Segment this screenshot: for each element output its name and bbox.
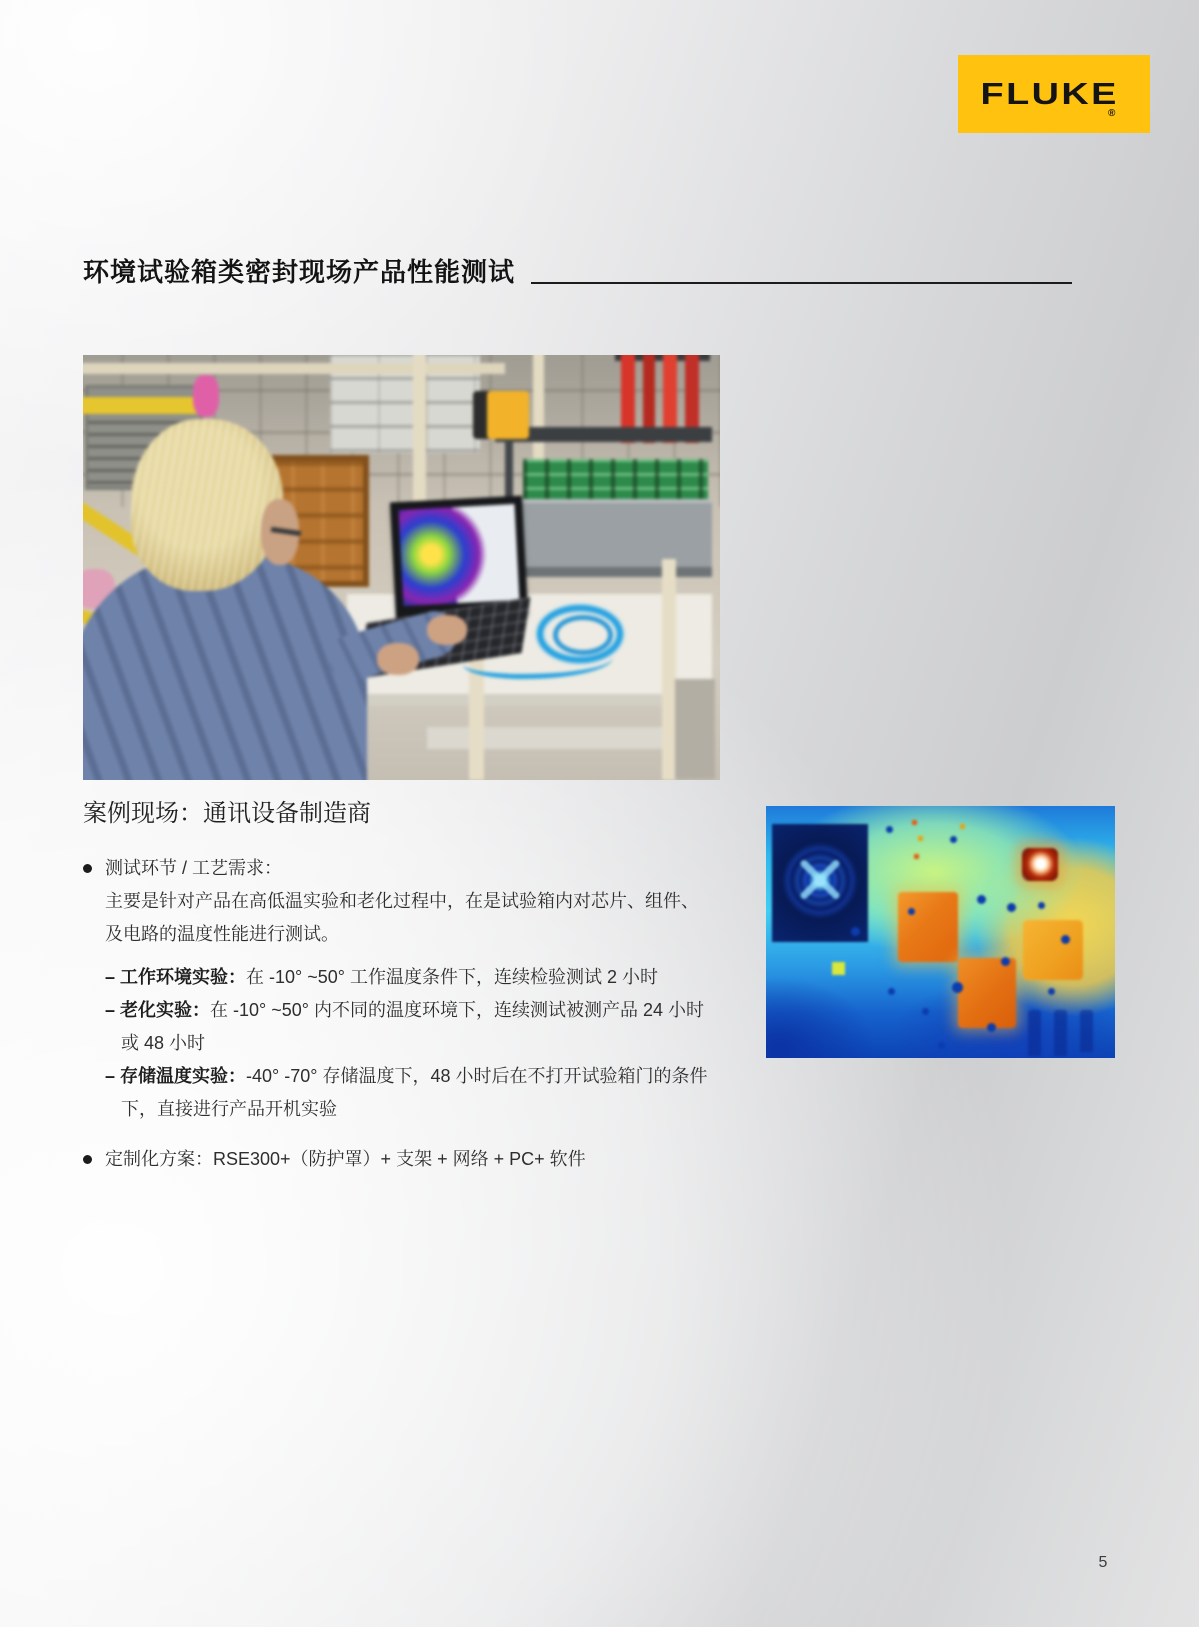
- thermal-hot-chip: [898, 892, 958, 962]
- requirement-body: [105, 852, 733, 1126]
- experiment-item: [105, 1060, 733, 1126]
- experiment-item: [105, 961, 733, 994]
- experiment-label: – 老化实验：: [105, 1000, 211, 1020]
- thermal-hot-chip: [958, 958, 1016, 1028]
- requirement-lead: 测试环节 / 工艺需求：: [105, 858, 283, 878]
- photo-yellow-rail: [83, 397, 200, 414]
- thermal-image: [766, 806, 1115, 1058]
- solution-text: 定制化方案：RSE300+（防护罩）+ 支架 + 网络 + PC+ 软件: [105, 1149, 586, 1169]
- thermal-warm-chip: [1023, 920, 1083, 980]
- photo-engineer-shirt: [83, 555, 367, 780]
- fluke-logo-text: FLUKE: [980, 76, 1119, 111]
- thermal-warm-components: [912, 820, 917, 825]
- section-heading-row: [83, 256, 1072, 288]
- thermal-slot: [1054, 1010, 1067, 1056]
- photo-pink-spool: [193, 375, 219, 417]
- experiment-text-continued: 或 48 小时: [121, 1033, 206, 1053]
- paragraph-line: 及电路的温度性能进行测试。: [105, 924, 339, 944]
- requirement-paragraph: [105, 885, 733, 951]
- paragraph-line: 主要是针对产品在高低温实验和老化过程中，在是试验箱内对芯片、组件、: [105, 891, 699, 911]
- thermal-hotspot: [1022, 848, 1058, 881]
- bullet-dot-icon: [83, 1143, 105, 1176]
- experiment-label: – 存储温度实验：: [105, 1066, 247, 1086]
- page-number: 5: [1098, 1554, 1108, 1571]
- photo-table-leg: [662, 559, 676, 780]
- photo-cross-bar: [83, 363, 505, 374]
- photo-thermal-camera: [473, 391, 529, 439]
- solution-bullet: [83, 1143, 733, 1176]
- registered-trademark-symbol: ®: [1107, 108, 1116, 119]
- photo-laptop-display: [399, 504, 520, 606]
- experiment-text: -40° -70° 存储温度下，48 小时后在不打开试验箱门的条件: [246, 1066, 708, 1086]
- factory-photo: [83, 355, 720, 780]
- thermal-slot: [1080, 1010, 1093, 1052]
- heading-underline: [531, 282, 1072, 284]
- experiment-text: 在 -10° ~50° 内不同的温度环境下，连续测试被测产品 24 小时: [210, 1000, 704, 1020]
- bullet-dot-icon: [83, 852, 105, 1126]
- photo-engineer-hand: [427, 615, 467, 645]
- thermal-slot: [1028, 1010, 1041, 1056]
- experiment-item: [105, 994, 733, 1060]
- case-section: [83, 798, 733, 1176]
- factory-photo-art: [83, 355, 720, 780]
- experiment-label: – 工作环境实验：: [105, 967, 247, 987]
- requirement-bullet: [83, 852, 733, 1126]
- fluke-logo: [958, 55, 1150, 133]
- experiment-text-continued: 下，直接进行产品开机实验: [121, 1099, 337, 1119]
- thermal-cool-components: [950, 836, 957, 843]
- case-title: 案例现场：通讯设备制造商: [83, 800, 371, 827]
- photo-cable-coil: [553, 615, 613, 655]
- thermal-small-component: [832, 962, 845, 975]
- photo-floor: [675, 679, 715, 779]
- photo-engineer-hand: [377, 643, 419, 675]
- section-heading: 环境试验箱类密封现场产品性能测试: [83, 257, 516, 287]
- experiment-list: [105, 961, 733, 1126]
- experiment-text: 在 -10° ~50° 工作温度条件下，连续检验测试 2 小时: [246, 967, 658, 987]
- thermal-image-art: [766, 806, 1115, 1058]
- photo-test-rig-base: [503, 499, 712, 577]
